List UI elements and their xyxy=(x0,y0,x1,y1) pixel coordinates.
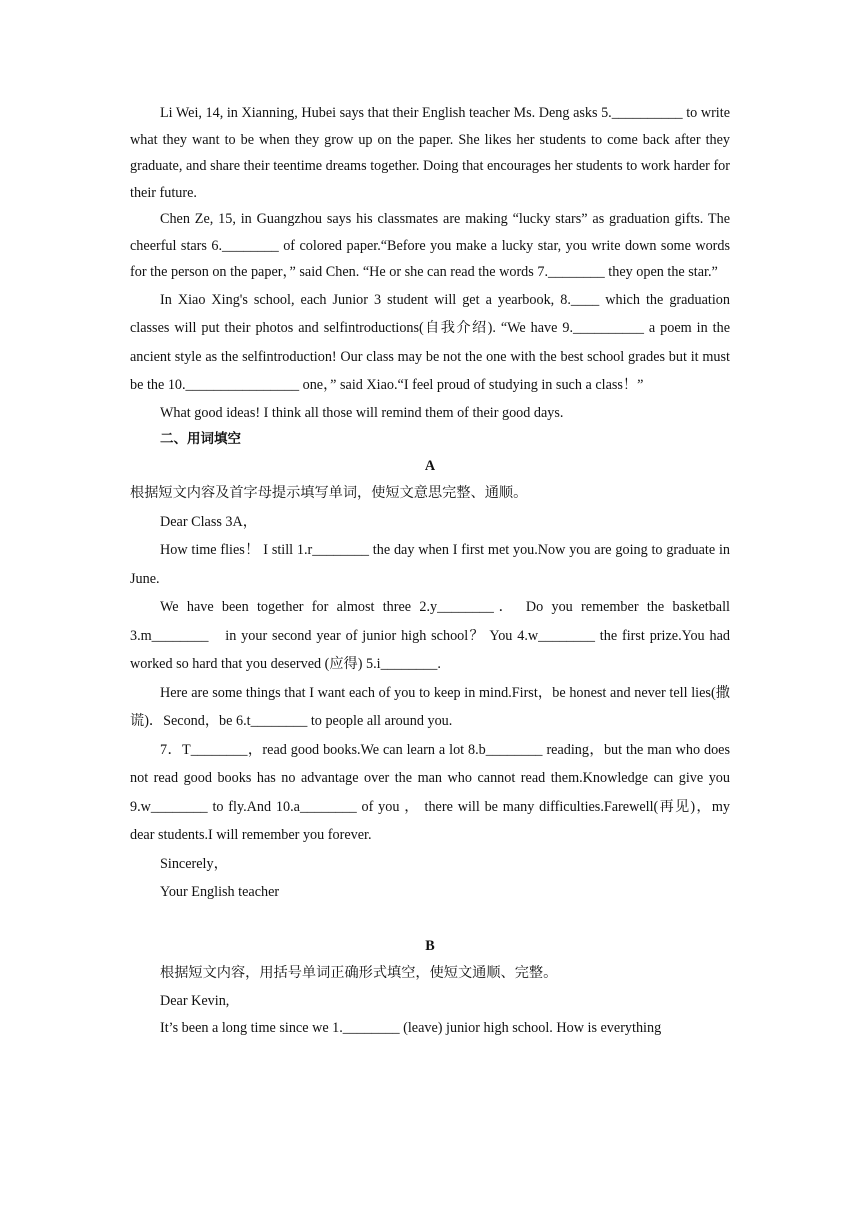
letter-b-paragraph-1: It’s been a long time since we 1.________ (leave) junior high school. How is everything xyxy=(160,1020,662,1036)
part-b-instruction: 根据短文内容，用括号单词正确形式填空，使短文通顺、完整。 xyxy=(160,965,558,981)
letter-a-signature: Your English teacher xyxy=(160,884,280,900)
part-b-title: B xyxy=(425,937,435,954)
paragraph-chen-ze: Chen Ze, 15, in Guangzhou says his classmates are making “lucky stars” as graduation gifts. The cheerful stars 6.________ of colored paper.“Before you make a lucky star, you write down some words for the person on the paper，” said Chen. “He or she can read the words 7.________ they open the star.” xyxy=(130,211,730,280)
part-a-instruction: 根据短文内容及首字母提示填写单词，使短文意思完整、通顺。 xyxy=(130,485,528,501)
letter-a-paragraph-2: We have been together for almost three 2.y________． Do you remember the basketball 3.m________ in your second year of junior high school？ You 4.w________ the first prize.You had worked so hard that you deserved (应得) 5.i________. xyxy=(130,599,730,672)
letter-a-salutation: Dear Class 3A， xyxy=(160,513,257,530)
paragraph-conclusion: What good ideas! I think all those will remind them of their good days. xyxy=(160,404,564,421)
spacer xyxy=(130,907,730,933)
letter-b-salutation: Dear Kevin, xyxy=(160,992,230,1009)
document-page xyxy=(130,100,730,1043)
paragraph-xiao-xing: In Xiao Xing's school, each Junior 3 student will get a yearbook, 8.____ which the graduation classes will put their photos and selfintroductions(自我介绍). “We have 9.__________ a poem in the ancient style as the selfintroduction! Our class may be not the one with the best school grades but it must be the 10.________________ one，” said Xiao.“I feel proud of studying in such a class！” xyxy=(130,291,730,393)
letter-a-closing: Sincerely， xyxy=(160,855,228,872)
part-a-title: A xyxy=(424,457,436,474)
letter-a-paragraph-1: How time flies！ I still 1.r________ the day when I first met you.Now you are going to graduate in June. xyxy=(130,542,730,587)
paragraph-li-wei: Li Wei, 14, in Xianning, Hubei says that their English teacher Ms. Deng asks 5.__________ to write what they want to be when they grow up on the paper. She likes her students to come back after they graduate, and share their teentime dreams together. Doing that encourages her students to work harder for their future. xyxy=(130,105,730,201)
letter-a-paragraph-3: Here are some things that I want each of you to keep in mind.First，be honest and never tell lies(撒谎)．Second，be 6.t________ to people all around you. xyxy=(130,684,730,729)
section-heading: 二、用词填空 xyxy=(160,431,241,447)
letter-a-paragraph-4: 7．T________，read good books.We can learn a lot 8.b________ reading，but the man who does not read good books has no advantage over the man who cannot read them.Knowledge can give you 9.w________ to fly.And 10.a________ of you ， there will be many difficulties.Farewell(再见)，my dear students.I will remember you forever. xyxy=(130,741,730,843)
